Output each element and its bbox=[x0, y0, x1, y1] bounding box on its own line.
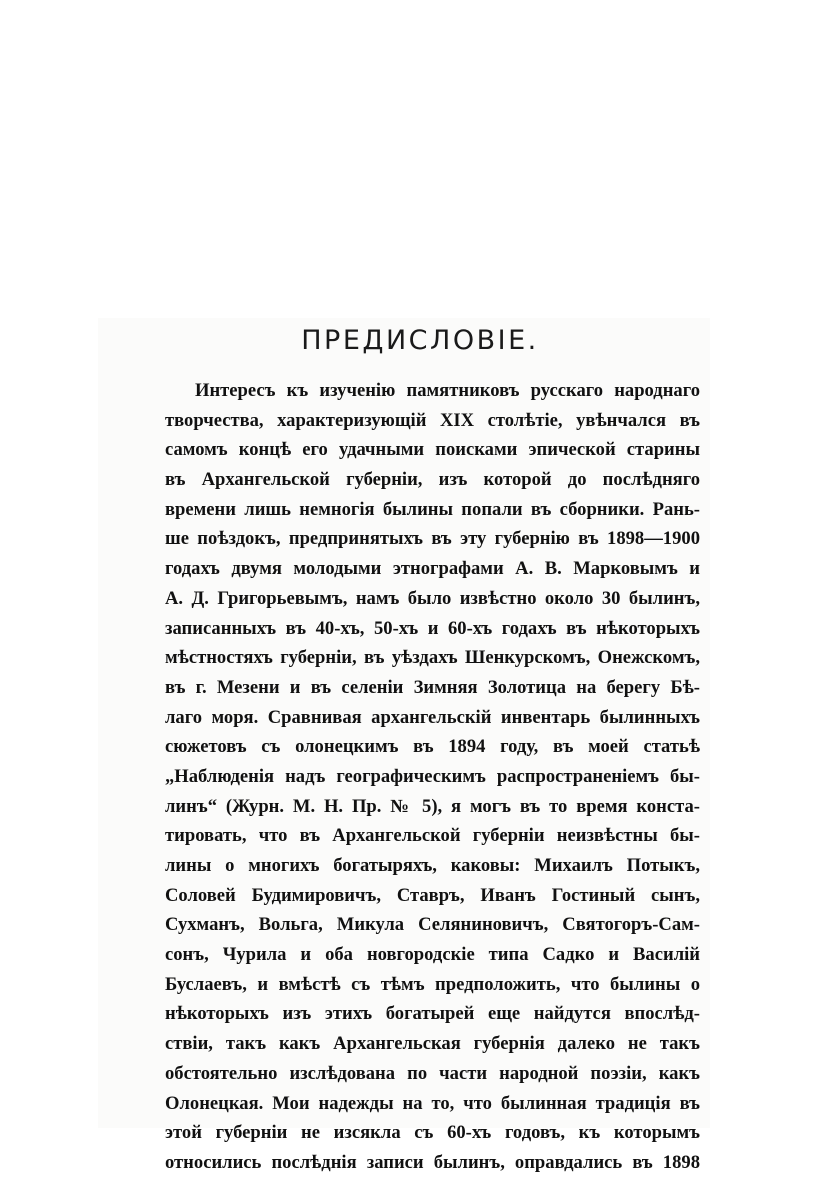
text-line: ше поѣздокъ, предпринятыхъ въ эту губернію въ 1898—1900 bbox=[165, 528, 700, 550]
text-line: Сухманъ, Вольга, Микула Селяниновичъ, Святогоръ-Сам- bbox=[165, 914, 700, 936]
text-line: времени лишь немногія былины попали въ сборники. Рань- bbox=[165, 498, 700, 520]
page-title: ПРЕДИСЛОВІЕ. bbox=[301, 325, 539, 356]
text-line: линъ“ (Журн. М. Н. Пр. № 5), я могъ въ то время конста- bbox=[165, 795, 700, 817]
text-line: лаго моря. Сравнивая архангельскій инвентарь былинныхъ bbox=[165, 706, 700, 728]
text-line: сюжетовъ съ олонецкимъ въ 1894 году, въ моей статьѣ bbox=[165, 736, 700, 758]
text-line: записанныхъ въ 40-хъ, 50-хъ и 60-хъ годахъ въ нѣкоторыхъ bbox=[165, 617, 700, 639]
text-line: ствіи, такъ какъ Архангельская губернія далеко не такъ bbox=[165, 1033, 700, 1055]
text-line: творчества, характеризующій XIX столѣтіе, увѣнчался въ bbox=[165, 409, 700, 431]
text-line: Интересъ къ изученію памятниковъ русскаго народнаго bbox=[195, 380, 700, 401]
text-line: годахъ двумя молодыми этнографами А. В. Марковымъ и bbox=[165, 558, 700, 580]
text-line: относились послѣднія записи былинъ, оправдались въ 1898 bbox=[165, 1151, 700, 1173]
text-line: „Наблюденія надъ географическимъ распространеніемъ бы- bbox=[165, 765, 700, 787]
text-line: сонъ, Чурила и оба новгородскіе типа Садко и Василій bbox=[165, 944, 700, 966]
text-line: въ Архангельской губерніи, изъ которой до послѣдняго bbox=[165, 469, 700, 491]
text-line: тировать, что въ Архангельской губерніи неизвѣстны бы- bbox=[165, 825, 700, 847]
text-line: лины о многихъ богатыряхъ, каковы: Михаилъ Потыкъ, bbox=[165, 855, 700, 876]
preface-paragraph bbox=[165, 376, 700, 1178]
text-line: обстоятельно изслѣдована по части народной поэзіи, какъ bbox=[165, 1062, 700, 1084]
text-line: нѣкоторыхъ изъ этихъ богатырей еще найдутся впослѣд- bbox=[165, 1003, 700, 1025]
text-line: Буслаевъ, и вмѣстѣ съ тѣмъ предположить, что былины о bbox=[165, 973, 700, 995]
text-line: этой губерніи не изсякла съ 60-хъ годовъ, къ которымъ bbox=[165, 1122, 700, 1144]
text-line: самомъ концѣ его удачными поисками эпической старины bbox=[165, 439, 700, 461]
text-line: А. Д. Григорьевымъ, намъ было извѣстно около 30 былинъ, bbox=[165, 587, 700, 609]
text-line: Соловей Будимировичъ, Ставръ, Иванъ Гостиный сынъ, bbox=[165, 884, 700, 906]
text-line: Олонецкая. Мои надежды на то, что былинная традиція въ bbox=[165, 1092, 700, 1114]
text-line: въ г. Мезени и въ селеніи Зимняя Золотица на берегу Бѣ- bbox=[165, 676, 700, 698]
text-line: мѣстностяхъ губерніи, въ уѣздахъ Шенкурскомъ, Онежскомъ, bbox=[165, 647, 700, 669]
